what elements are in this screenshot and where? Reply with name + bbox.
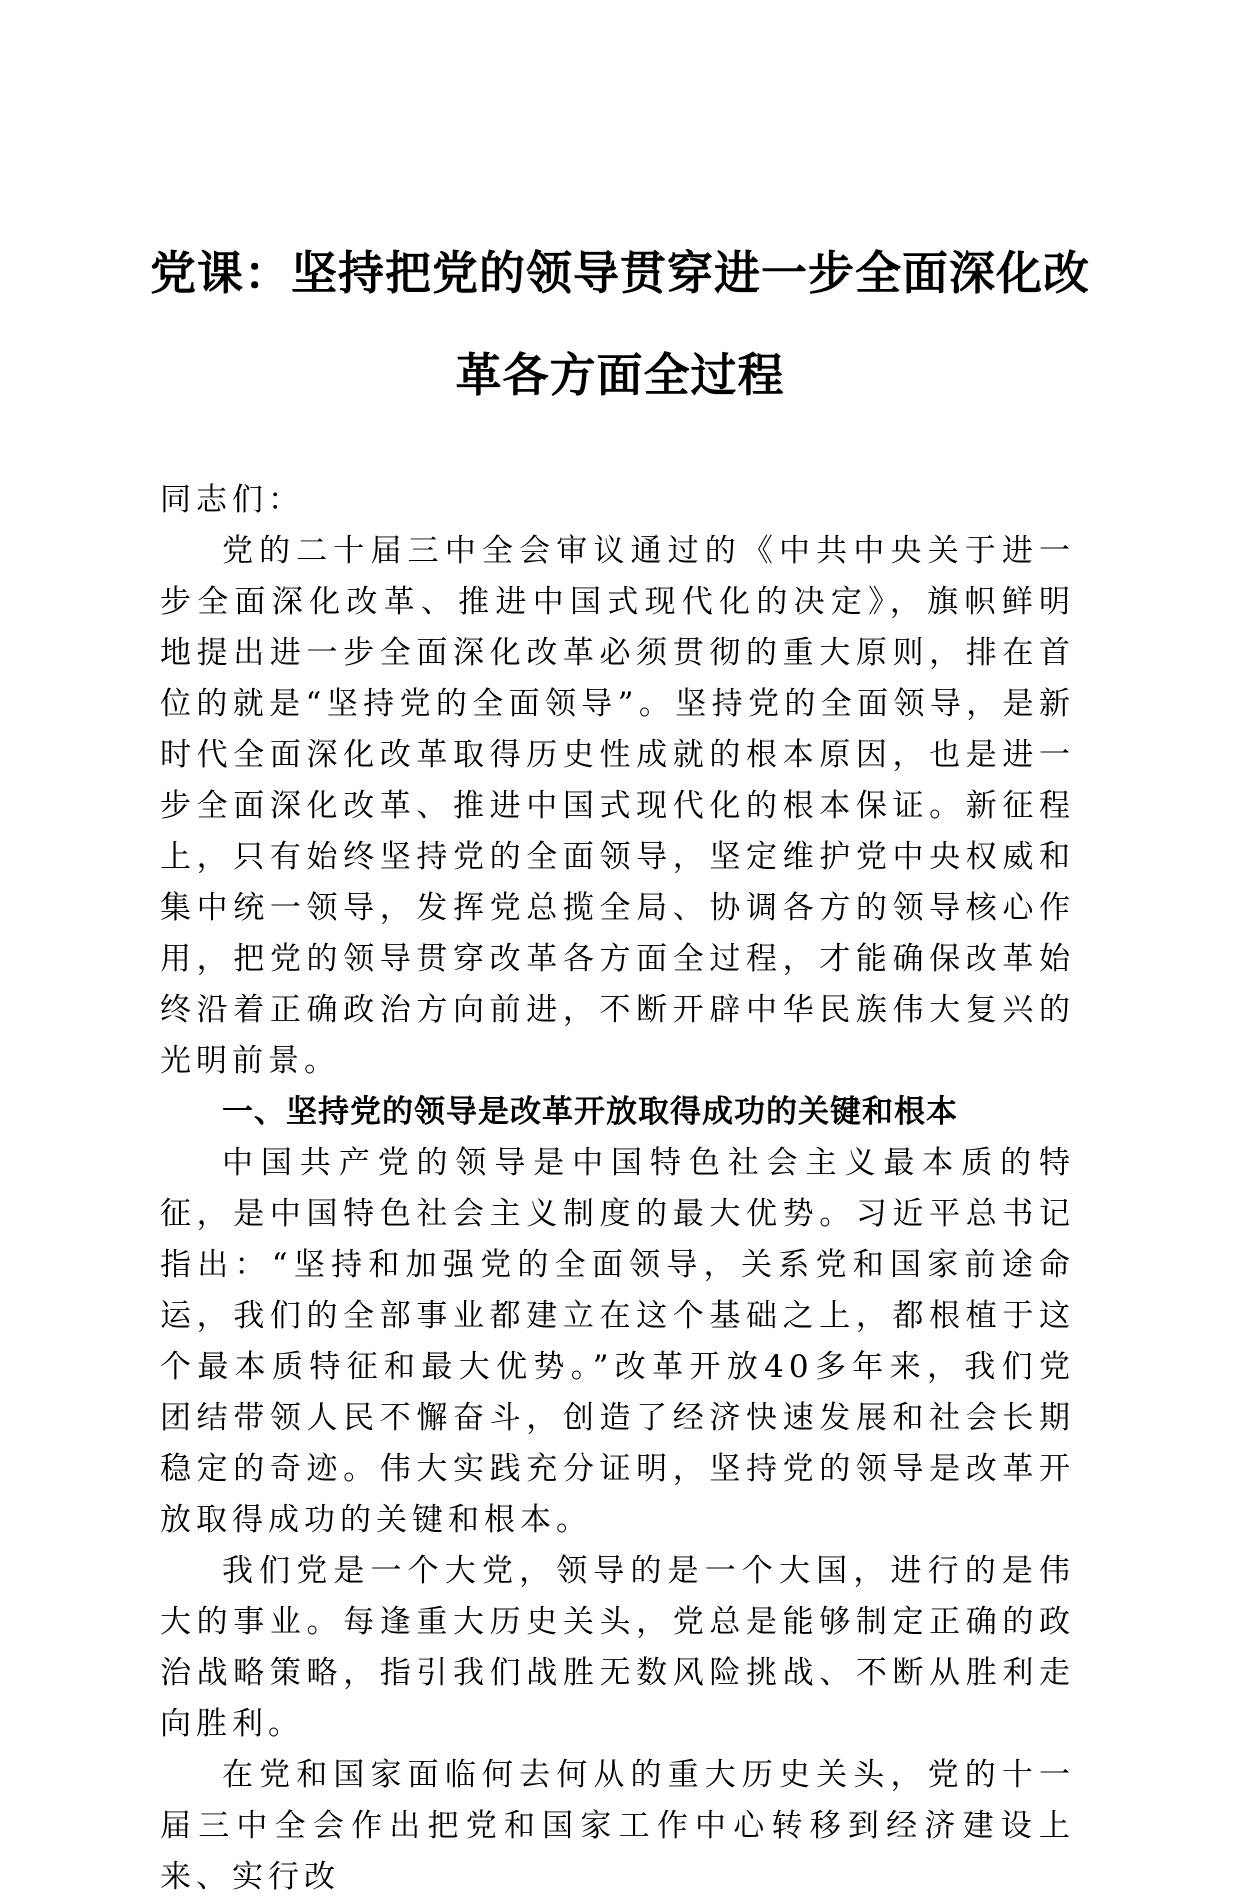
section-heading-1: 一、坚持党的领导是改革开放取得成功的关键和根本 <box>222 1094 958 1130</box>
paragraph: 在党和国家面临何去何从的重大历史关头，党的十一届三中全会作出把党和国家工作中心转移到经济建设上来、实行改 <box>160 1757 1075 1895</box>
document-body <box>160 475 1075 1903</box>
paragraph: 我们党是一个大党，领导的是一个大国，进行的是伟大的事业。每逢重大历史关头，党总是能够制定正确的政治战略策略，指引我们战胜无数风险挑战、不断从胜利走向胜利。 <box>160 1553 1075 1742</box>
paragraph-intro: 党的二十届三中全会审议通过的《中共中央关于进一步全面深化改革、推进中国式现代化的决定》，旗帜鲜明地提出进一步全面深化改革必须贯彻的重大原则，排在首位的就是“坚持党的全面领导”。坚持党的全面领导，是新时代全面深化改革取得历史性成就的根本原因，也是进一步全面深化改革、推进中国式现代化的根本保证。新征程上，只有始终坚持党的全面领导，坚定维护党中央权威和集中统一领导，发挥党总揽全局、协调各方的领导核心作用，把党的领导贯穿改革各方面全过程，才能确保改革始终沿着正确政治方向前进，不断开辟中华民族伟大复兴的光明前景。 <box>160 533 1075 1079</box>
salutation: 同志们： <box>160 482 304 518</box>
title-line-2: 革各方面全过程 <box>455 348 785 402</box>
document-title <box>150 222 1090 426</box>
title-line-1: 党课：坚持把党的领导贯穿进一步全面深化改 <box>150 246 1090 300</box>
paragraph: 中国共产党的领导是中国特色社会主义最本质的特征，是中国特色社会主义制度的最大优势。习近平总书记指出：“坚持和加强党的全面领导，关系党和国家前途命运，我们的全部事业都建立在这个基础之上，都根植于这个最本质特征和最大优势。”改革开放40多年来，我们党团结带领人民不懈奋斗，创造了经济快速发展和社会长期稳定的奇迹。伟大实践充分证明，坚持党的领导是改革开放取得成功的关键和根本。 <box>160 1145 1075 1538</box>
